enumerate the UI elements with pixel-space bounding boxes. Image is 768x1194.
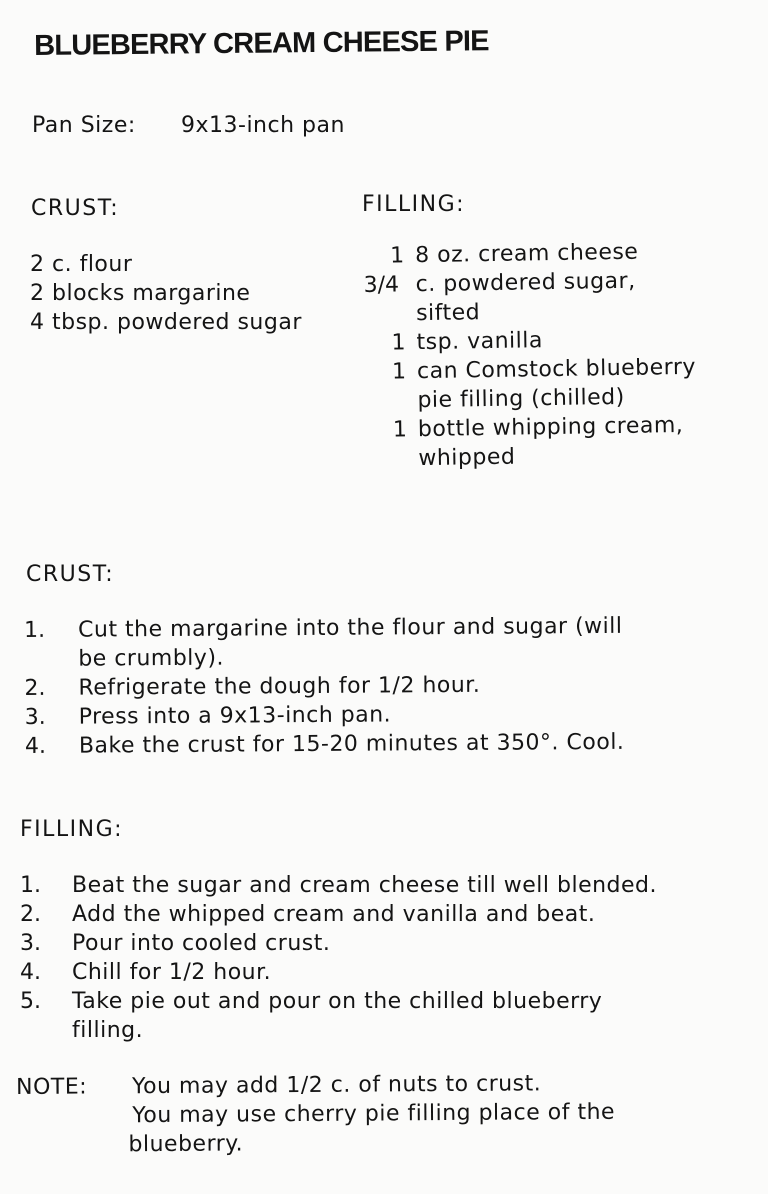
filling-ingredients-heading: FILLING: xyxy=(362,192,466,217)
ingredient-qty: 1 xyxy=(392,417,408,443)
filling-directions-heading: FILLING: xyxy=(20,817,124,842)
step-number: 1. xyxy=(20,873,41,898)
step-number: 2. xyxy=(20,902,41,927)
crust-ingredient: 2 c. flour xyxy=(30,252,133,277)
recipe-note xyxy=(16,1069,757,1174)
ingredient-text: c. powdered sugar, xyxy=(415,268,636,298)
filling-ingredients-list xyxy=(360,237,764,483)
step-number: 3. xyxy=(20,931,41,956)
ingredient-text: tsp. vanilla xyxy=(416,328,544,356)
step-text: Beat the sugar and cream cheese till well blended. xyxy=(72,873,658,898)
filling-directions-list xyxy=(20,872,760,1052)
step-text: Chill for 1/2 hour. xyxy=(72,960,272,985)
note-line: blueberry. xyxy=(128,1131,244,1158)
step-number: 1. xyxy=(24,617,46,643)
recipe-title: BLUEBERRY CREAM CHEESE PIE xyxy=(34,25,489,62)
step-number: 5. xyxy=(20,989,41,1014)
step-number: 3. xyxy=(24,704,46,730)
ingredient-text: 8 oz. cream cheese xyxy=(415,239,639,269)
step-text: be crumbly). xyxy=(78,645,225,672)
step-text: Cut the margarine into the flour and sugar (will xyxy=(78,613,623,643)
crust-ingredients-heading: CRUST: xyxy=(31,196,120,221)
pan-size-label: Pan Size: xyxy=(32,113,136,138)
ingredient-qty: 1 xyxy=(390,243,405,269)
ingredient-text: bottle whipping cream, xyxy=(417,412,684,443)
ingredient-text: can Comstock blueberry xyxy=(416,354,697,385)
note-line: You may add 1/2 c. of nuts to crust. xyxy=(132,1071,542,1100)
step-text: filling. xyxy=(72,1018,144,1043)
step-text: Refrigerate the dough for 1/2 hour. xyxy=(78,672,481,701)
ingredient-text: pie filling (chilled) xyxy=(417,384,625,414)
ingredient-qty: 1 xyxy=(391,359,407,385)
step-text: Press into a 9x13-inch pan. xyxy=(78,702,392,730)
note-line: You may use cherry pie filling place of the xyxy=(132,1099,616,1129)
ingredient-qty: 1 xyxy=(391,330,406,356)
step-text: Bake the crust for 15-20 minutes at 350°. Cool. xyxy=(78,729,625,759)
crust-ingredient: 4 tbsp. powdered sugar xyxy=(30,310,302,335)
ingredient-qty: 3/4 xyxy=(363,272,400,298)
pan-size-value: 9x13-inch pan xyxy=(181,113,345,138)
step-text: Add the whipped cream and vanilla and beat. xyxy=(72,902,596,927)
crust-directions-list xyxy=(24,612,755,767)
note-label: NOTE: xyxy=(16,1074,88,1100)
crust-ingredient: 2 blocks margarine xyxy=(30,281,251,306)
step-text: Take pie out and pour on the chilled blueberry xyxy=(72,989,603,1014)
crust-directions-heading: CRUST: xyxy=(26,562,115,587)
step-number: 4. xyxy=(20,960,41,985)
step-text: Pour into cooled crust. xyxy=(72,931,331,956)
ingredient-text: whipped xyxy=(418,444,516,472)
step-number: 2. xyxy=(24,675,46,701)
ingredient-text: sifted xyxy=(415,300,481,327)
step-number: 4. xyxy=(24,733,46,759)
